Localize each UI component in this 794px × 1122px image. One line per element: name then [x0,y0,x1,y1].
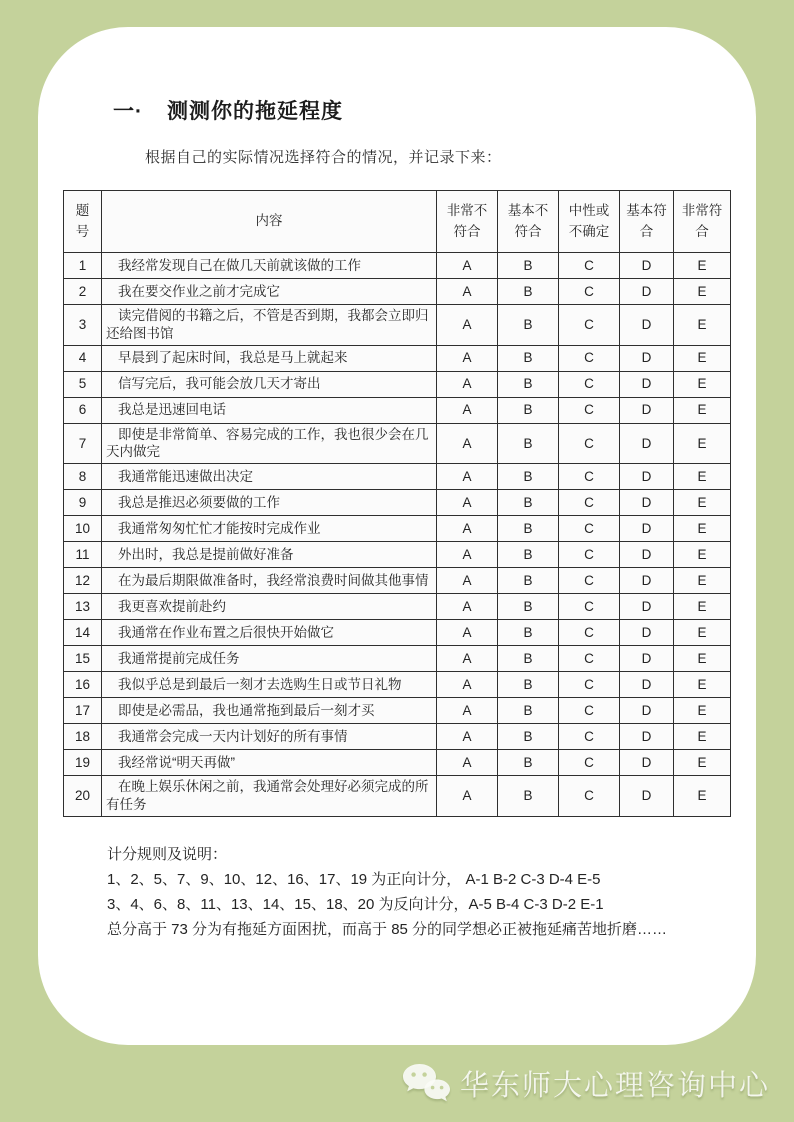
questionnaire-table [63,190,731,817]
option-cell-d: D [620,672,674,698]
question-row [64,724,731,750]
option-cell-e: E [674,750,731,776]
option-cell-a: A [437,371,498,397]
option-cell-b: B [498,542,559,568]
option-cell-a: A [437,305,498,346]
question-text: 我经常说“明天再做” [102,750,437,776]
option-cell-b: B [498,423,559,464]
header-very-untrue: 非常不符合 [437,191,498,253]
question-number: 5 [64,371,102,397]
option-cell-d: D [620,397,674,423]
option-cell-d: D [620,345,674,371]
option-cell-d: D [620,724,674,750]
option-cell-d: D [620,698,674,724]
option-cell-c: C [559,646,620,672]
option-cell-c: C [559,423,620,464]
option-cell-c: C [559,698,620,724]
option-cell-c: C [559,345,620,371]
option-cell-c: C [559,253,620,279]
question-row [64,646,731,672]
document-card [38,27,756,1045]
footer-brand [0,1044,794,1122]
question-row [64,371,731,397]
option-cell-b: B [498,490,559,516]
question-number: 17 [64,698,102,724]
question-number: 13 [64,594,102,620]
scoring-rule-negative: 3、4、6、8、11、13、14、15、18、20 为反向计分，A-5 B-4 C-3 D-2 E-1 [107,896,604,914]
question-row [64,490,731,516]
question-text: 读完借阅的书籍之后，不管是否到期，我都会立即归还给图书馆 [102,305,437,346]
question-number: 20 [64,776,102,817]
instruction-text: 根据自己的实际情况选择符合的情况，并记录下来： [145,149,502,166]
option-cell-a: A [437,490,498,516]
option-cell-e: E [674,397,731,423]
option-cell-d: D [620,542,674,568]
question-number: 16 [64,672,102,698]
question-row [64,464,731,490]
question-row [64,516,731,542]
option-cell-e: E [674,698,731,724]
option-cell-c: C [559,568,620,594]
question-number: 14 [64,620,102,646]
scoring-interpretation: 总分高于 73 分为有拖延方面困扰，而高于 85 分的同学想必正被拖延痛苦地折磨…… [107,921,668,939]
scoring-notes-title: 计分规则及说明： [107,845,228,863]
question-row [64,568,731,594]
page-title: 测测你的拖延程度 [167,100,343,123]
question-number: 6 [64,397,102,423]
option-cell-a: A [437,646,498,672]
option-cell-b: B [498,698,559,724]
option-cell-b: B [498,776,559,817]
footer-brand-text: 华东师大心理咨询中心 [459,1069,770,1102]
question-text: 我总是迅速回电话 [102,397,437,423]
option-cell-e: E [674,279,731,305]
option-cell-a: A [437,594,498,620]
question-number: 4 [64,345,102,371]
option-cell-a: A [437,542,498,568]
option-cell-d: D [620,464,674,490]
question-text: 外出时，我总是提前做好准备 [102,542,437,568]
question-text: 我通常能迅速做出决定 [102,464,437,490]
option-cell-b: B [498,646,559,672]
option-cell-c: C [559,776,620,817]
question-text: 我在要交作业之前才完成它 [102,279,437,305]
option-cell-c: C [559,397,620,423]
option-cell-a: A [437,620,498,646]
option-cell-d: D [620,253,674,279]
option-cell-a: A [437,698,498,724]
question-text: 我通常会完成一天内计划好的所有事情 [102,724,437,750]
table-body [64,253,731,817]
option-cell-c: C [559,279,620,305]
option-cell-b: B [498,594,559,620]
option-cell-c: C [559,542,620,568]
option-cell-a: A [437,279,498,305]
option-cell-c: C [559,305,620,346]
header-neutral-unsure: 中性或不确定 [559,191,620,253]
question-number: 11 [64,542,102,568]
option-cell-e: E [674,516,731,542]
question-row [64,253,731,279]
option-cell-d: D [620,776,674,817]
option-cell-c: C [559,724,620,750]
header-somewhat-untrue: 基本不符合 [498,191,559,253]
question-row [64,345,731,371]
question-row [64,423,731,464]
scoring-notes [63,842,731,943]
option-cell-e: E [674,423,731,464]
table-header-row [64,191,731,253]
option-cell-e: E [674,542,731,568]
question-row [64,672,731,698]
question-number: 15 [64,646,102,672]
option-cell-c: C [559,594,620,620]
option-cell-d: D [620,516,674,542]
question-text: 我似乎总是到最后一刻才去选购生日或节日礼物 [102,672,437,698]
option-cell-b: B [498,568,559,594]
option-cell-a: A [437,724,498,750]
option-cell-d: D [620,620,674,646]
option-cell-d: D [620,568,674,594]
option-cell-e: E [674,620,731,646]
option-cell-b: B [498,371,559,397]
option-cell-d: D [620,279,674,305]
question-text: 我总是推迟必须要做的工作 [102,490,437,516]
option-cell-a: A [437,776,498,817]
option-cell-c: C [559,371,620,397]
option-cell-d: D [620,490,674,516]
question-text: 在为最后期限做准备时，我经常浪费时间做其他事情 [102,568,437,594]
question-text: 信写完后，我可能会放几天才寄出 [102,371,437,397]
question-row [64,594,731,620]
option-cell-a: A [437,345,498,371]
option-cell-a: A [437,423,498,464]
option-cell-d: D [620,750,674,776]
question-number: 2 [64,279,102,305]
question-row [64,397,731,423]
option-cell-b: B [498,279,559,305]
question-text: 早晨到了起床时间，我总是马上就起来 [102,345,437,371]
option-cell-e: E [674,672,731,698]
option-cell-d: D [620,594,674,620]
question-text: 我经常发现自己在做几天前就该做的工作 [102,253,437,279]
question-text: 在晚上娱乐休闲之前，我通常会处理好必须完成的所有任务 [102,776,437,817]
option-cell-e: E [674,646,731,672]
option-cell-e: E [674,345,731,371]
option-cell-b: B [498,305,559,346]
header-very-true: 非常符合 [674,191,731,253]
option-cell-c: C [559,620,620,646]
option-cell-b: B [498,345,559,371]
question-text: 我通常在作业布置之后很快开始做它 [102,620,437,646]
option-cell-e: E [674,464,731,490]
question-row [64,305,731,346]
option-cell-b: B [498,253,559,279]
question-number: 10 [64,516,102,542]
question-number: 12 [64,568,102,594]
question-number: 1 [64,253,102,279]
option-cell-b: B [498,620,559,646]
question-text: 即使是必需品，我也通常拖到最后一刻才买 [102,698,437,724]
option-cell-c: C [559,490,620,516]
question-row [64,279,731,305]
option-cell-d: D [620,371,674,397]
option-cell-c: C [559,750,620,776]
option-cell-e: E [674,568,731,594]
question-number: 3 [64,305,102,346]
header-item-no: 题号 [64,191,102,253]
option-cell-a: A [437,750,498,776]
option-cell-e: E [674,371,731,397]
question-number: 9 [64,490,102,516]
option-cell-c: C [559,516,620,542]
question-text: 我通常提前完成任务 [102,646,437,672]
option-cell-e: E [674,594,731,620]
wechat-icon [400,1062,450,1104]
option-cell-b: B [498,397,559,423]
option-cell-b: B [498,750,559,776]
option-cell-b: B [498,724,559,750]
option-cell-d: D [620,305,674,346]
question-number: 7 [64,423,102,464]
option-cell-a: A [437,516,498,542]
question-row [64,620,731,646]
option-cell-c: C [559,672,620,698]
question-row [64,750,731,776]
option-cell-c: C [559,464,620,490]
section-heading [63,95,731,125]
option-cell-d: D [620,646,674,672]
option-cell-a: A [437,397,498,423]
question-text: 即使是非常简单、容易完成的工作，我也很少会在几天内做完 [102,423,437,464]
option-cell-b: B [498,672,559,698]
option-cell-a: A [437,672,498,698]
option-cell-e: E [674,490,731,516]
option-cell-d: D [620,423,674,464]
header-content: 内容 [102,191,437,253]
question-row [64,776,731,817]
scoring-rule-positive: 1、2、5、7、9、10、12、16、17、19 为正向计分， A-1 B-2 C-3 D-4 E-5 [107,871,601,889]
question-text: 我更喜欢提前赴约 [102,594,437,620]
header-somewhat-true: 基本符合 [620,191,674,253]
option-cell-e: E [674,724,731,750]
question-row [64,698,731,724]
question-row [64,542,731,568]
option-cell-a: A [437,253,498,279]
question-number: 8 [64,464,102,490]
option-cell-a: A [437,464,498,490]
section-number: 一· [113,100,143,123]
option-cell-b: B [498,516,559,542]
option-cell-a: A [437,568,498,594]
question-text: 我通常匆匆忙忙才能按时完成作业 [102,516,437,542]
option-cell-e: E [674,305,731,346]
option-cell-e: E [674,253,731,279]
document-content [63,95,731,943]
option-cell-b: B [498,464,559,490]
question-number: 18 [64,724,102,750]
question-number: 19 [64,750,102,776]
option-cell-e: E [674,776,731,817]
